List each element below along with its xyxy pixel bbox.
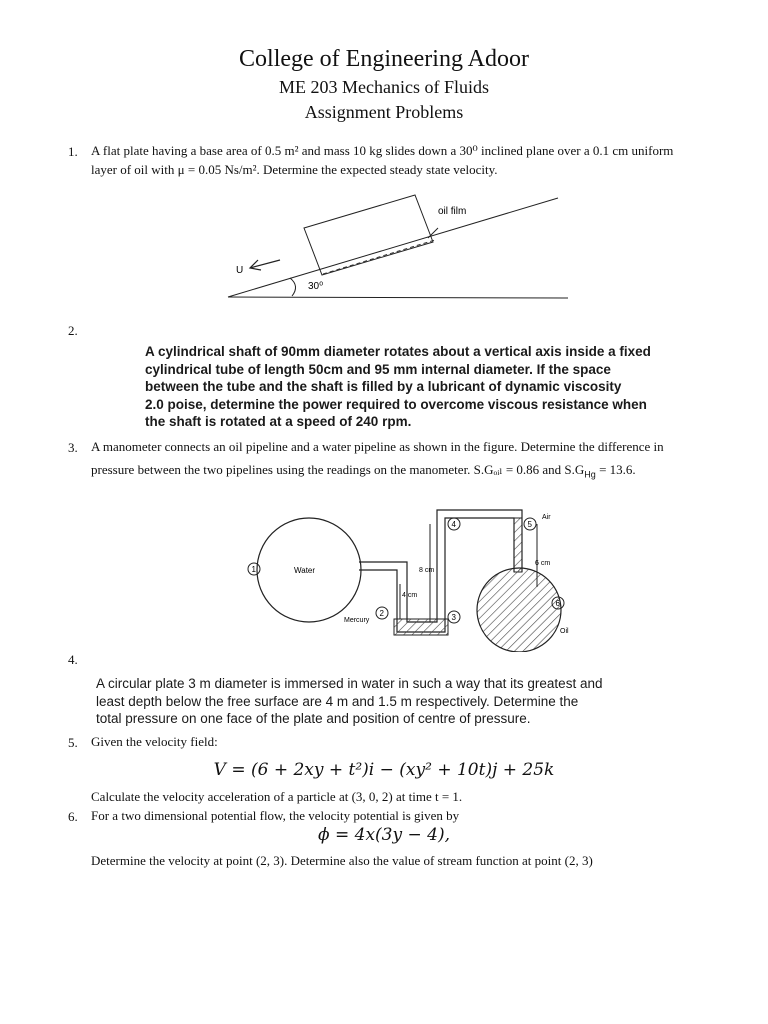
problem-3-line2-sub: Hg	[584, 469, 596, 480]
ground-line	[228, 297, 568, 298]
point-3-label: 3	[451, 613, 456, 622]
mercury-section	[394, 619, 448, 635]
problem-4-line: A circular plate 3 m diameter is immersed in water in such a way that its greatest and	[96, 676, 603, 691]
problem-6-line2: Determine the velocity at point (2, 3). Determine also the value of stream function at point (2, 3)	[91, 853, 593, 868]
point-4-label: 4	[451, 520, 456, 529]
problem-2-line: the shaft is rotated at a speed of 240 rpm.	[145, 414, 412, 429]
oil-film-line	[323, 240, 435, 274]
flat-plate	[304, 195, 433, 275]
problem-2-line: 2.0 poise, determine the power required to overcome viscous resistance when	[145, 396, 647, 412]
point-6-label: 6	[555, 599, 560, 608]
problem-4-line: least depth below the free surface are 4 m and 1.5 m respectively. Determine the	[96, 693, 579, 709]
velocity-label: U	[236, 265, 244, 276]
problem-6-number: 6.	[68, 809, 78, 824]
potential-equation: ϕ = 4x(3y − 4),	[318, 825, 450, 845]
air-label: Air	[542, 514, 551, 521]
point-2-label: 2	[379, 609, 384, 618]
college-title: College of Engineering Adoor	[239, 46, 529, 72]
problem-2-line: A cylindrical shaft of 90mm diameter rotates about a vertical axis inside a fixed	[145, 344, 651, 359]
problem-4-number: 4.	[68, 652, 78, 667]
problem-3-line1: A manometer connects an oil pipeline and a water pipeline as shown in the figure. Determine the difference in	[91, 439, 664, 454]
oil-pipe	[477, 568, 561, 652]
problem-3-number: 3.	[68, 440, 78, 455]
problem-1-number: 1.	[68, 144, 78, 159]
air-column	[514, 518, 522, 572]
course-title: ME 203 Mechanics of Fluids	[279, 77, 489, 97]
inclined-plane-figure	[220, 190, 580, 305]
point-1-label: 1	[251, 565, 256, 574]
water-label: Water	[294, 566, 316, 575]
problem-5-line2: Calculate the velocity acceleration of a particle at (3, 0, 2) at time t = 1.	[91, 789, 463, 804]
problem-2-text	[145, 343, 651, 431]
oil-label: Oil	[560, 628, 569, 635]
problem-3-line2-main: pressure between the two pipelines using the readings on the manometer. S.Gₒᵢₗ = 0.86 and S.G	[91, 462, 585, 477]
problem-1-line2: layer of oil with μ = 0.05 Ns/m². Determine the expected steady state velocity.	[91, 162, 498, 177]
problem-2-line: between the tube and the shaft is filled by a lubricant of dynamic viscosity	[145, 379, 622, 394]
incline-line	[228, 198, 558, 297]
problem-5-line1: Given the velocity field:	[91, 734, 218, 749]
velocity-field-equation: V = (6 + 2xy + t²)i − (xy² + 10t)j + 25k	[213, 760, 555, 780]
problem-3-line2-end: = 13.6.	[595, 462, 636, 477]
manometer-figure	[232, 492, 592, 652]
assignment-subtitle: Assignment Problems	[304, 102, 464, 122]
problem-4-text	[96, 675, 602, 728]
angle-label: 30⁰	[308, 281, 324, 292]
problem-5-number: 5.	[68, 735, 78, 750]
dim-8cm-label: 8 cm	[419, 567, 435, 574]
problem-4-line: total pressure on one face of the plate and position of centre of pressure.	[96, 711, 531, 726]
problem-1-line1: A flat plate having a base area of 0.5 m² and mass 10 kg slides down a 30⁰ inclined plane over a 0.1 cm uniform	[91, 143, 674, 158]
dim-4cm-label: 4 cm	[402, 592, 418, 599]
mercury-label: Mercury	[344, 617, 370, 624]
problem-3-line2	[91, 457, 711, 488]
problem-2-number: 2.	[68, 323, 78, 338]
problem-6-line1: For a two dimensional potential flow, the velocity potential is given by	[91, 808, 460, 823]
point-5-label: 5	[527, 520, 532, 529]
oil-film-label: oil film	[438, 206, 467, 217]
dim-6cm-label: 6 cm	[535, 560, 551, 567]
angle-arc	[290, 278, 296, 296]
problem-2-line: cylindrical tube of length 50cm and 95 mm internal diameter. If the space	[145, 361, 611, 377]
